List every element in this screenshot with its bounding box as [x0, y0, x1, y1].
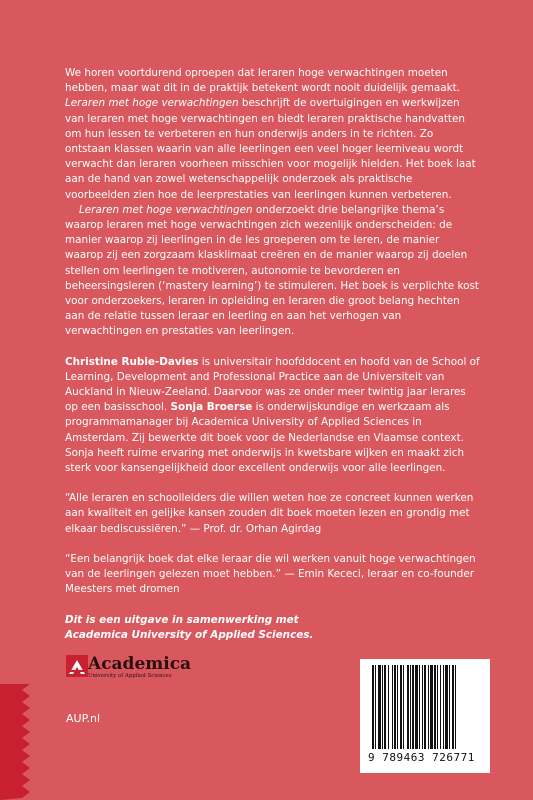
review-quote-1: “Alle leraren en schoolleiders die willen weten hoe ze concreet kunnen werken aan kwaliteit en gelijke kansen zouden dit boek moeten lezen en grondig met elkaar bediscussiëren.” — Prof. dr. Orhan Agirdag	[65, 492, 474, 535]
author-bio	[65, 355, 480, 477]
barcode-bar	[378, 665, 381, 749]
barcode-bar	[440, 665, 441, 749]
barcode-icon	[372, 665, 478, 749]
barcode-bar	[397, 665, 398, 749]
barcode-bar	[437, 665, 438, 749]
author-text: is universitair hoofddocent en hoofd van de School of Learning, Development and Professional Practice aan de Universiteit van Auckland in Nieuw-Zeeland. Daarvoor was ze onder meer twintig jaar lerares op een basisschool.	[65, 355, 480, 414]
book-title-italic: Leraren met hoge verwachtingen	[65, 97, 239, 110]
barcode-bar	[434, 665, 436, 749]
author-name: Christine Rubie-Davies	[65, 355, 199, 368]
barcode-bar	[452, 665, 454, 749]
barcode-bar	[419, 665, 420, 749]
publisher-website: AUP.nl	[66, 712, 101, 725]
barcode-bar	[415, 665, 418, 749]
barcode-bar	[430, 665, 433, 749]
description-text: We horen voortdurend oproepen dat leraren hoge verwachtingen moeten hebben, maar wat dit in de praktijk betekent wordt nooit duidelijk gemaakt.	[65, 67, 460, 95]
barcode-bar	[403, 665, 404, 749]
review-quote-2: “Een belangrijk boek dat elke leraar die wil werken vanuit hoge verwachtingen van de leerlingen gelezen moet hebben.” — Emin Kececi, leraar en co-founder Meesters met dromen	[65, 552, 476, 596]
barcode-bar	[443, 665, 444, 749]
corner-pattern-icon	[0, 684, 30, 800]
barcode-bar	[384, 665, 386, 749]
description-text: beschrijft de overtuigingen en werkwijzen van leraren met hoge verwachtingen en biedt leraren praktische handvatten om hun lessen te verbeteren en hun onderwijs anders in te richten. Zo ontstaan klassen waarin van alle leerlingen een veel hoger leerniveau wordt verwacht dan leraren voorheen misschien voor mogelijk hielden. Het boek laat aan de hand van zowel wetenschappelijk onderzoek als praktische voorbeelden zien hoe de leerprestaties van leerlingen kunnen verbeteren.	[65, 97, 476, 201]
barcode-bar	[407, 665, 409, 749]
description-paragraph-2	[65, 203, 480, 340]
collaboration-line: Dit is een uitgave in samenwerking met	[65, 613, 299, 626]
book-title-italic: Leraren met hoge verwachtingen	[79, 203, 253, 216]
back-cover-text	[65, 66, 480, 643]
collaboration-note	[65, 613, 480, 643]
academica-logo	[66, 654, 192, 683]
barcode-bar	[375, 665, 376, 749]
logo-subtitle: University of Applied Sciences	[88, 673, 172, 679]
barcode-bar	[449, 665, 450, 749]
barcode-bar	[412, 665, 414, 749]
barcode-bar	[382, 665, 383, 749]
barcode-bar	[455, 665, 456, 749]
barcode-bar	[428, 665, 429, 749]
barcode-bar	[392, 665, 393, 749]
description-paragraph-1	[65, 66, 480, 203]
barcode-bar	[394, 665, 396, 749]
collaboration-line: Academica University of Applied Sciences.	[65, 628, 314, 641]
barcode-bar	[422, 665, 423, 749]
barcode-bar	[388, 665, 389, 749]
description-text: onderzoekt drie belangrijke thema’s waarop leraren met hoge verwachtingen zich wezenlijk onderscheiden: de manier waarop zij leerlingen in de les groeperen om te leren, de manier waarop zij een zorgzaam klasklimaat creëren en de manier waarop zij doelen stellen om leerlingen te motiveren, autonomie te bevorderen en beheersingsleren (‘mastery learning’) te stimuleren. Het boek is verplichte kost voor onderzoekers, leraren in opleiding en leraren die groot belang hechten aan de relatie tussen leraar en leerling en aan het verhogen van verwachtingen en prestaties van leerlingen.	[65, 203, 479, 338]
academica-logo-icon	[66, 655, 88, 677]
barcode-bar	[410, 665, 411, 749]
isbn-barcode	[360, 659, 490, 773]
author-text: is onderwijskundige en werkzaam als programmamanager bij Academica University of Applied Sciences in Amsterdam. Zij bewerkte dit boek voor de Nederlandse en Vlaamse context. Sonja heeft ruime ervaring met onderwijs in kwetsbare wijken en maakt zich sterk voor kansengelijkheid door excellent onderwijs voor alle leerlingen.	[65, 401, 465, 475]
barcode-bar	[445, 665, 448, 749]
logo-name: Academica	[88, 654, 192, 674]
barcode-bar	[372, 665, 374, 749]
barcode-bar	[400, 665, 402, 749]
author-name: Sonja Broerse	[170, 401, 253, 414]
barcode-bar	[424, 665, 426, 749]
isbn-number: 9 789463 726771	[368, 751, 475, 764]
